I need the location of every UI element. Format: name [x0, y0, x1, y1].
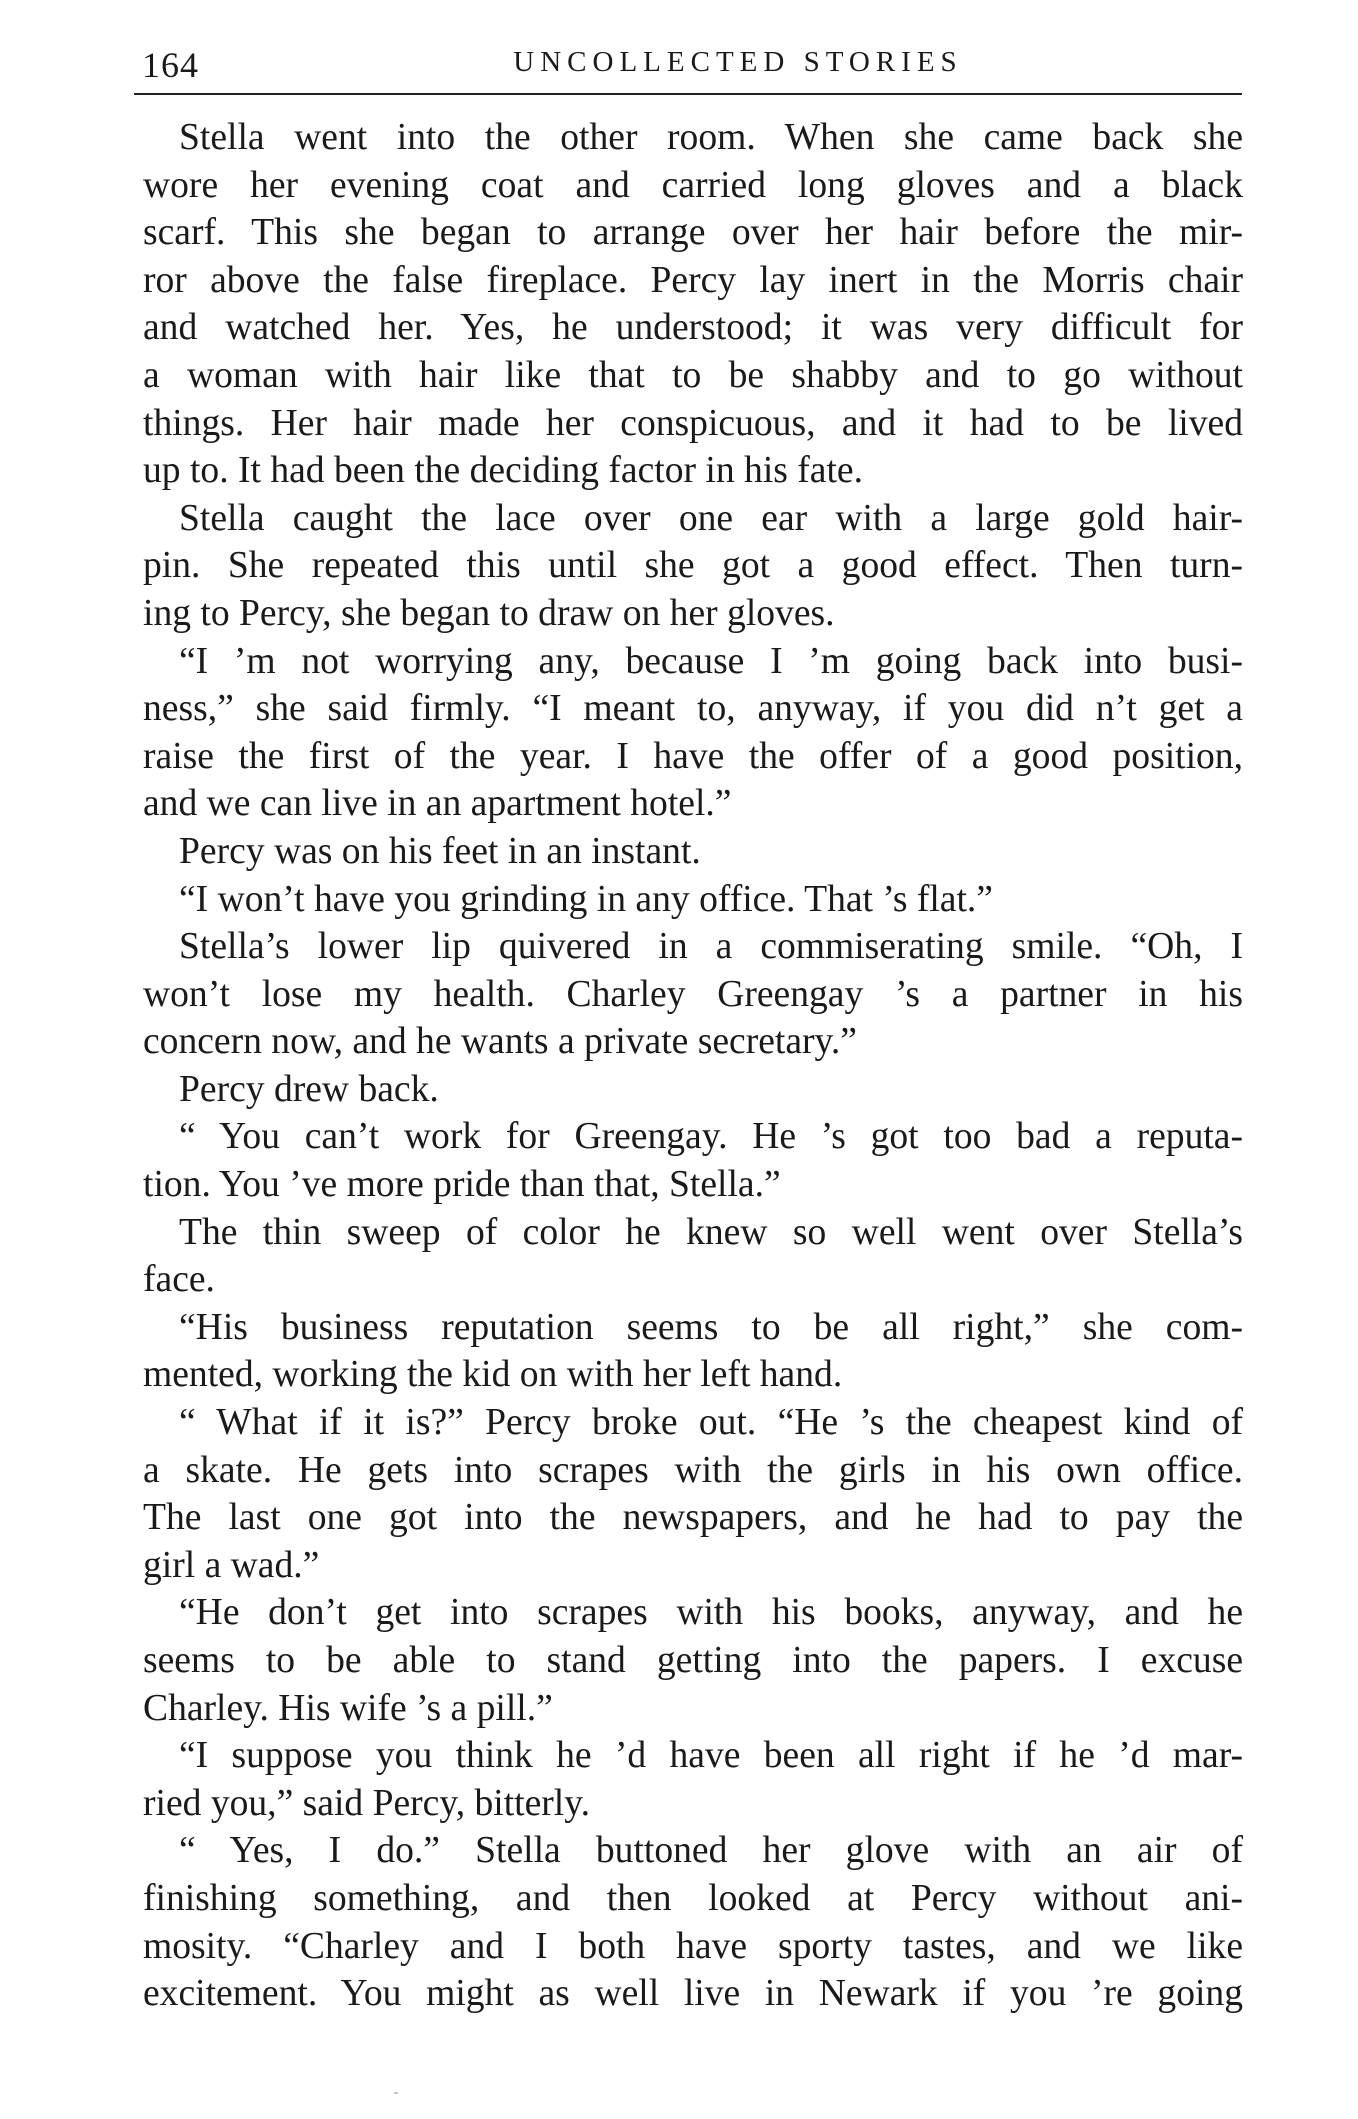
text-line: wore her evening coat and carried long gloves and a black: [143, 164, 1243, 206]
text-line: things. Her hair made her conspicuous, and it had to be lived: [143, 402, 1243, 444]
running-title: UNCOLLECTED STORIES: [513, 46, 963, 78]
page-number: 164: [142, 45, 199, 85]
text-line: raise the first of the year. I have the offer of a good position,: [143, 735, 1243, 777]
text-line: ried you,” said Percy, bitterly.: [143, 1782, 590, 1824]
text-line: Percy was on his feet in an instant.: [179, 830, 701, 872]
text-line: “I won’t have you grinding in any office. That ’s flat.”: [179, 878, 993, 920]
text-line: up to. It had been the deciding factor in his fate.: [143, 450, 864, 492]
text-line: “His business reputation seems to be all right,” she com-: [179, 1306, 1243, 1348]
header-rule: [134, 93, 1242, 95]
text-line: “ You can’t work for Greengay. He ’s got too bad a reputa-: [179, 1116, 1243, 1158]
text-line: won’t lose my health. Charley Greengay ’s a partner in his: [143, 973, 1243, 1015]
text-line: pin. She repeated this until she got a good effect. Then turn-: [143, 545, 1243, 587]
text-line: scarf. This she began to arrange over her hair before the mir-: [143, 212, 1243, 254]
text-line: seems to be able to stand getting into the papers. I excuse: [143, 1640, 1243, 1681]
text-line: ing to Percy, she began to draw on her gloves.: [143, 592, 835, 634]
text-line: The last one got into the newspapers, and he had to pay the: [143, 1497, 1243, 1539]
text-line: finishing something, and then looked at Percy without ani-: [143, 1877, 1243, 1919]
text-line: face.: [143, 1259, 215, 1301]
text-line: “I suppose you think he ’d have been all right if he ’d mar-: [179, 1735, 1243, 1777]
text-line: tion. You ’ve more pride than that, Stella.”: [143, 1164, 781, 1206]
text-line: mosity. “Charley and I both have sporty tastes, and we like: [143, 1925, 1243, 1967]
text-line: excitement. You might as well live in Newark if you ’re going: [143, 1973, 1243, 2015]
text-line: concern now, and he wants a private secretary.”: [143, 1021, 857, 1063]
text-line: Percy drew back.: [179, 1068, 439, 1110]
text-line: Stella caught the lace over one ear with a large gold hair-: [179, 497, 1243, 539]
scan-speck: [394, 2092, 398, 2094]
text-line: a woman with hair like that to be shabby and to go without: [143, 354, 1243, 396]
text-line: Stella’s lower lip quivered in a commiserating smile. “Oh, I: [179, 926, 1243, 968]
text-line: “ What if it is?” Percy broke out. “He ’s the cheapest kind of: [179, 1402, 1243, 1444]
text-line: a skate. He gets into scrapes with the girls in his own office.: [143, 1449, 1243, 1491]
body-text: [143, 114, 1243, 2018]
text-line: mented, working the kid on with her left hand.: [143, 1354, 843, 1396]
text-line: “ Yes, I do.” Stella buttoned her glove with an air of: [179, 1830, 1243, 1872]
text-line: Charley. His wife ’s a pill.”: [143, 1687, 553, 1729]
text-line: Stella went into the other room. When she came back she: [179, 117, 1243, 158]
text-line: ror above the false fireplace. Percy lay inert in the Morris chair: [143, 259, 1243, 301]
text-line: girl a wad.”: [143, 1544, 320, 1586]
text-line: The thin sweep of color he knew so well went over Stella’s: [179, 1211, 1243, 1253]
text-line: ness,” she said firmly. “I meant to, anyway, if you did n’t get a: [143, 688, 1243, 730]
text-line: “I ’m not worrying any, because I ’m going back into busi-: [179, 640, 1243, 682]
text-line: and watched her. Yes, he understood; it was very difficult for: [143, 307, 1243, 349]
text-line: “He don’t get into scrapes with his books, anyway, and he: [179, 1592, 1243, 1634]
text-line: and we can live in an apartment hotel.”: [143, 783, 732, 825]
running-head: [134, 40, 1242, 90]
